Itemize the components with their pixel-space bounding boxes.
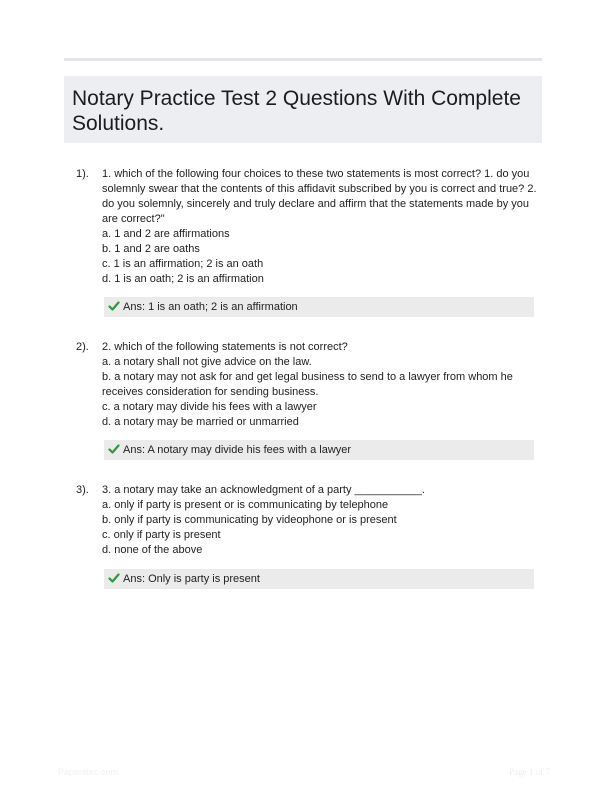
option-c: c. a notary may divide his fees with a lawyer <box>102 401 317 413</box>
option-d: d. none of the above <box>102 544 203 556</box>
page-number: Page 1 of 7 <box>509 767 550 777</box>
question-number: 3). <box>76 484 89 496</box>
question-number: 2). <box>76 341 89 353</box>
option-d: d. 1 is an oath; 2 is an affirmation <box>102 273 264 285</box>
option-a: a. 1 and 2 are affirmations <box>102 228 230 240</box>
option-b: b. only if party is communicating by videophone or is present <box>102 514 397 526</box>
question-body <box>102 340 542 430</box>
answer-box-3 <box>104 569 534 589</box>
question-number: 1). <box>76 168 89 180</box>
option-b: b. 1 and 2 are oaths <box>102 243 200 255</box>
option-c: c. 1 is an affirmation; 2 is an oath <box>102 258 264 270</box>
option-c: c. only if party is present <box>102 529 221 541</box>
answer-box-2 <box>104 440 534 460</box>
question-body <box>102 167 542 287</box>
option-b: b. a notary may not ask for and get legal business to send to a lawyer from whom he receives consideration for sending business. <box>102 371 513 398</box>
answer-text: Ans: 1 is an oath; 2 is an affirmation <box>123 301 298 313</box>
option-a: a. a notary shall not give advice on the law. <box>102 356 312 368</box>
question-text: 3. a notary may take an acknowledgment of a party ___________. <box>102 484 425 496</box>
option-d: d. a notary may be married or unmarried <box>102 416 299 428</box>
footer-watermark: Paperlibrc.com <box>58 767 119 777</box>
option-a: a. only if party is present or is communicating by telephone <box>102 499 389 511</box>
page-title: Notary Practice Test 2 Questions With Complete Solutions. <box>72 87 521 135</box>
checkmark-icon <box>108 300 120 312</box>
top-divider <box>64 58 542 61</box>
checkmark-icon <box>108 572 120 584</box>
checkmark-icon <box>108 443 120 455</box>
question-body <box>102 483 542 558</box>
answer-box-1 <box>104 297 534 317</box>
title-banner <box>64 76 542 143</box>
answer-text: Ans: A notary may divide his fees with a lawyer <box>123 444 352 456</box>
answer-text: Ans: Only is party is present <box>123 573 260 585</box>
question-text: 2. which of the following statements is not correct? <box>102 341 348 353</box>
question-text: 1. which of the following four choices to these two statements is most correct? 1. do you solemnly swear that the contents of this affidavit subscribed by you is correct and true? 2. do you solemnly, sincerely and truly declare and affirm that the statements made by you are correct?" <box>102 168 537 225</box>
